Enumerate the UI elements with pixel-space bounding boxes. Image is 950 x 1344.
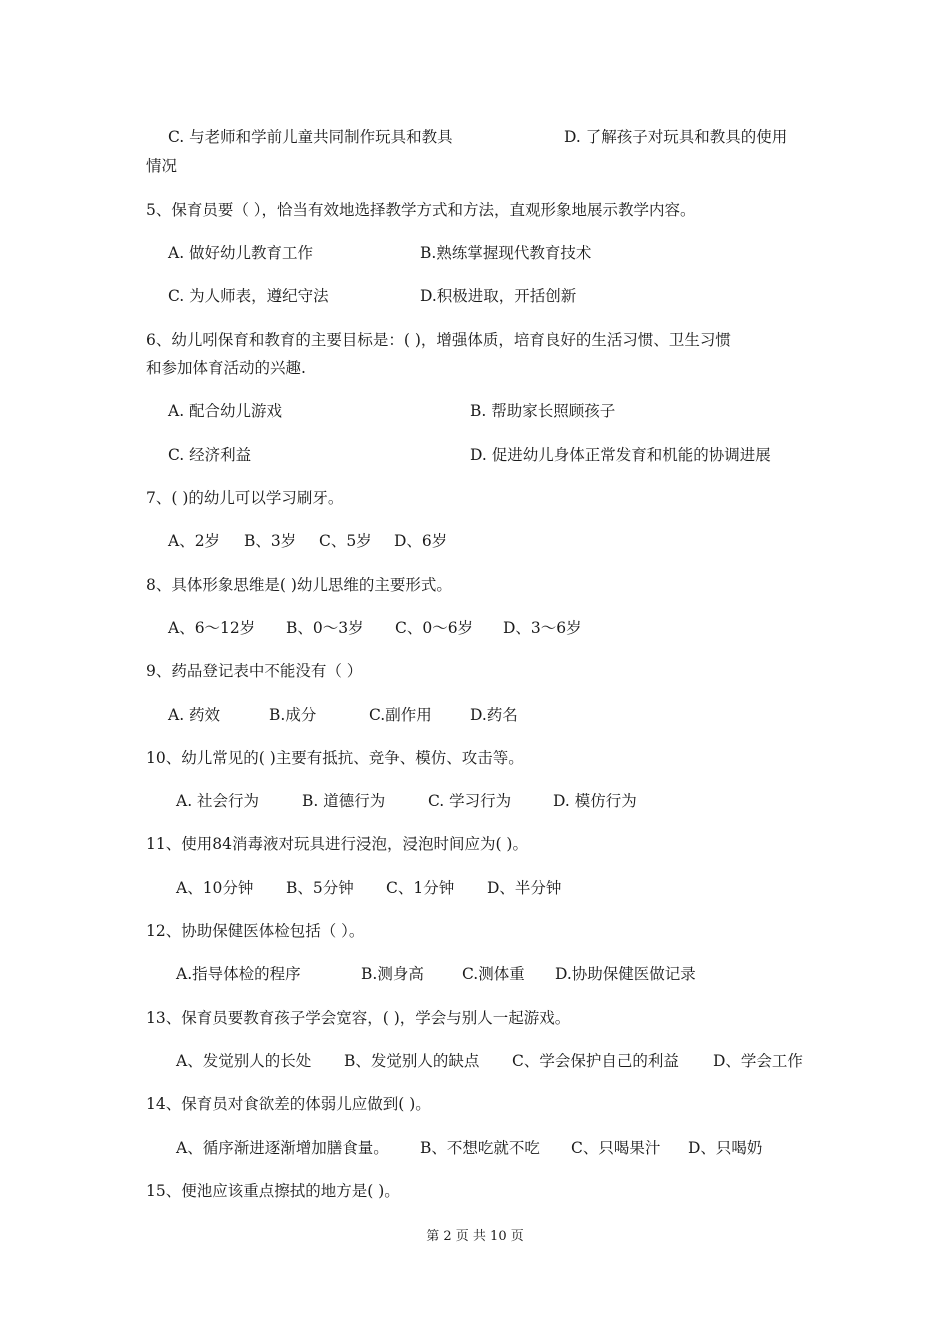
option-c: C. 与老师和学前儿童共同制作玩具和教具 [168, 128, 453, 146]
option-c: C.测体重 [462, 965, 525, 983]
option-c: C、学会保护自己的利益 [512, 1052, 679, 1070]
question-stem: 11、使用84消毒液对玩具进行浸泡，浸泡时间应为( )。 [146, 835, 528, 853]
option-b: B、3岁 [244, 532, 297, 550]
option-d: D、3～6岁 [503, 619, 582, 637]
option-b: B、发觉别人的缺点 [344, 1052, 480, 1070]
option-b: B. 道德行为 [302, 792, 386, 810]
option-a: A、2岁 [168, 532, 221, 550]
question-stem-wrap: 和参加体育活动的兴趣. [146, 359, 306, 377]
question-stem: 6、幼儿吲保育和教育的主要目标是：( )，增强体质，培育良好的生活习惯、卫生习惯 [146, 331, 731, 349]
option-b: B、不想吃就不吃 [420, 1139, 540, 1157]
option-b: B. 帮助家长照顾孩子 [470, 402, 616, 420]
option-c: C、1分钟 [386, 879, 455, 897]
question-stem: 13、保育员要教育孩子学会宽容，( )，学会与别人一起游戏。 [146, 1009, 571, 1027]
option-d: D.协助保健医做记录 [555, 965, 696, 983]
option-a: A、10分钟 [176, 879, 254, 897]
question-stem: 10、幼儿常见的( )主要有抵抗、竞争、模仿、攻击等。 [146, 749, 524, 767]
option-a: A. 做好幼儿教育工作 [168, 244, 314, 262]
question-stem: 5、保育员要（ ），恰当有效地选择教学方式和方法，直观形象地展示教学内容。 [146, 201, 696, 219]
option-a: A. 社会行为 [176, 792, 260, 810]
option-c: C、只喝果汁 [571, 1139, 661, 1157]
option-d: D. 促进幼儿身体正常发育和机能的协调进展 [470, 446, 771, 464]
option-c: C. 为人师表，遵纪守法 [168, 287, 329, 305]
option-d-wrap: 情况 [146, 157, 178, 175]
option-d: D、学会工作 [713, 1052, 803, 1070]
option-d: D、6岁 [394, 532, 448, 550]
option-b: B、5分钟 [286, 879, 354, 897]
option-b: B.熟练掌握现代教育技术 [420, 244, 592, 262]
option-d: D. 了解孩子对玩具和教具的使用 [564, 128, 788, 146]
option-c: C.副作用 [369, 706, 432, 724]
option-b: B.成分 [269, 706, 317, 724]
option-a: A、发觉别人的长处 [176, 1052, 312, 1070]
question-stem: 9、药品登记表中不能没有（ ） [146, 662, 363, 680]
option-d: D、只喝奶 [688, 1139, 763, 1157]
question-stem: 7、( )的幼儿可以学习刷牙。 [146, 489, 344, 507]
option-b: B.测身高 [361, 965, 424, 983]
option-a: A. 配合幼儿游戏 [168, 402, 283, 420]
option-d: D.药名 [470, 706, 518, 724]
option-a: A.指导体检的程序 [176, 965, 301, 983]
option-d: D. 模仿行为 [553, 792, 637, 810]
option-a: A. 药效 [168, 706, 221, 724]
option-c: C. 经济利益 [168, 446, 252, 464]
option-c: C、5岁 [319, 532, 372, 550]
option-b: B、0～3岁 [286, 619, 364, 637]
option-a: A、6～12岁 [168, 619, 256, 637]
option-c: C. 学习行为 [428, 792, 512, 810]
question-stem: 14、保育员对食欲差的体弱儿应做到( )。 [146, 1095, 431, 1113]
page-footer: 第 2 页 共 10 页 [426, 1229, 524, 1244]
option-a: A、循序渐进逐渐增加膳食量。 [176, 1139, 389, 1157]
question-stem: 15、便池应该重点擦拭的地方是( )。 [146, 1182, 400, 1200]
option-d: D、半分钟 [487, 879, 562, 897]
option-c: C、0～6岁 [395, 619, 474, 637]
option-d: D.积极进取，开括创新 [420, 287, 577, 305]
question-stem: 8、具体形象思维是( )幼儿思维的主要形式。 [146, 576, 452, 594]
question-stem: 12、协助保健医体检包括（ ）。 [146, 922, 365, 940]
